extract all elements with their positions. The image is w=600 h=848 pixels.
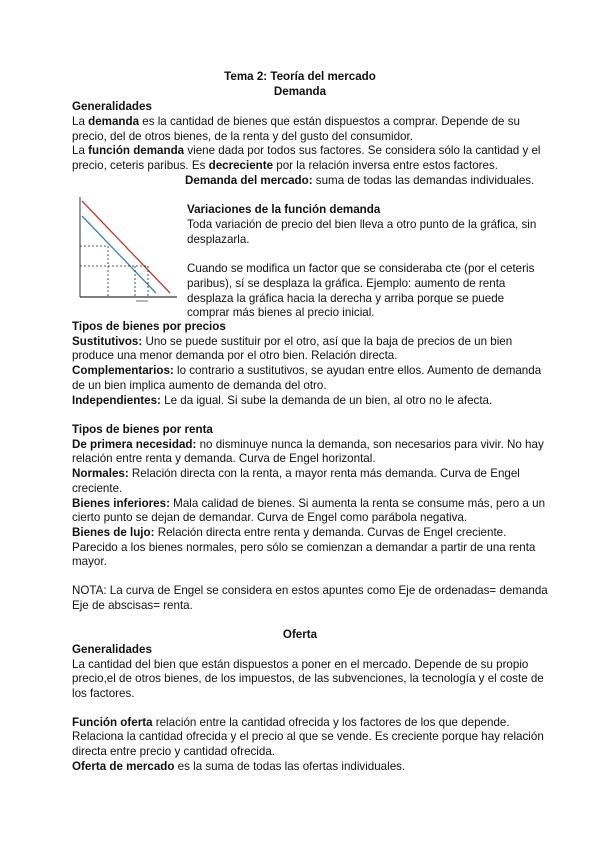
text-line xyxy=(72,511,467,525)
guide-lines xyxy=(80,246,148,297)
bold-term: Bienes inferiores: xyxy=(72,497,170,510)
text-line xyxy=(72,497,545,511)
text-span: Relación directa entre renta y demanda. Curvas de Engel creciente. xyxy=(154,526,507,539)
text-line xyxy=(72,115,520,129)
text-span: desplaza la gráfica hacia la derecha y arriba porque se puede xyxy=(187,292,505,305)
text-line xyxy=(72,159,498,173)
bold-term: Bienes de lujo: xyxy=(72,526,155,539)
bold-term: demanda xyxy=(88,115,140,128)
text-span: precio,el de otros bienes, de los impuestos, de las subvenciones, la tecnología y el coste de xyxy=(72,672,544,685)
bold-term: Demanda del mercado: xyxy=(185,174,313,187)
text-line xyxy=(72,364,541,378)
text-line xyxy=(72,144,541,158)
bold-term: Función oferta xyxy=(72,716,153,729)
text-span: Relación directa con la renta, a mayor renta más demanda. Curva de Engel xyxy=(128,467,520,480)
text-line xyxy=(72,467,520,481)
text-span: creciente. xyxy=(72,482,123,495)
text-line xyxy=(72,438,544,452)
text-line xyxy=(187,233,250,247)
text-span: Mala calidad de bienes. Si aumenta la renta se consume más, pero a un xyxy=(169,497,546,510)
text-line xyxy=(72,672,544,686)
text-span: Parecido a los bienes normales, pero sólo se comienzan a demandar a partir de una renta xyxy=(72,541,536,554)
text-line xyxy=(72,687,135,701)
text-span: La cantidad del bien que están dispuestos a poner en el mercado. Depende de su propio xyxy=(72,658,529,671)
text-line xyxy=(187,306,375,320)
text-line xyxy=(187,262,534,276)
text-line xyxy=(72,745,275,759)
bold-term: De primera necesidad: xyxy=(72,438,197,451)
text-span: NOTA: La curva de Engel se considera en estos apuntes como Eje de ordenadas= demanda xyxy=(72,584,548,597)
bold-term: Oferta xyxy=(282,628,318,641)
text-line xyxy=(72,584,548,598)
text-span: lo contrario a sustitutivos, se ayudan entre ellos. Aumento de demanda xyxy=(173,364,542,377)
text-line xyxy=(185,174,534,188)
shifted-demand-curve xyxy=(82,201,170,293)
text-span: los factores. xyxy=(72,687,135,700)
bold-term: Sustitutivos: xyxy=(72,335,143,348)
text-span: directa entre precio y cantidad ofrecida. xyxy=(72,745,276,758)
text-line xyxy=(72,555,107,569)
original-demand-curve xyxy=(82,216,156,293)
text-line xyxy=(72,394,492,408)
bold-term: Generalidades xyxy=(72,100,152,113)
text-span: es la cantidad de bienes que están dispuestos a comprar. Depende de su xyxy=(139,115,520,128)
text-line xyxy=(72,599,193,613)
text-line xyxy=(187,277,505,291)
text-line xyxy=(72,541,535,555)
bold-term: Variaciones de la función demanda xyxy=(187,203,381,216)
heading xyxy=(72,423,213,437)
heading xyxy=(0,85,600,99)
text-span: Toda variación de precio del bien lleva a otro punto de la gráfica, sin xyxy=(187,218,537,231)
bold-term: decreciente xyxy=(208,159,274,172)
text-line xyxy=(72,760,405,774)
text-span: precio, del de otros bienes, de la renta y del gusto del consumidor. xyxy=(72,130,413,143)
text-span: precio, ceteris paribus. Es xyxy=(72,159,209,172)
text-span: mayor. xyxy=(72,555,107,568)
bold-term: función demanda xyxy=(88,144,185,157)
heading xyxy=(187,203,380,217)
text-span: relación entre la cantidad ofrecida y los factores de los que depende. xyxy=(152,716,510,729)
bold-term: Tipos de bienes por precios xyxy=(72,320,226,333)
text-span: Cuando se modifica un factor que se consideraba cte (por el ceteris xyxy=(187,262,535,275)
text-span: La xyxy=(72,115,89,128)
text-span: relación entre renta y demanda. Curva de Engel horizontal. xyxy=(72,452,376,465)
text-span: suma de todas las demandas individuales. xyxy=(312,174,535,187)
bold-term: Tema 2: Teoría del mercado xyxy=(224,70,376,83)
heading xyxy=(0,70,600,84)
text-line xyxy=(72,349,397,363)
text-line xyxy=(72,379,327,393)
heading xyxy=(72,320,226,334)
bold-term: Complementarios: xyxy=(72,364,174,377)
text-line xyxy=(72,335,512,349)
bold-term: Normales: xyxy=(72,467,129,480)
heading xyxy=(72,643,152,657)
text-span: viene dada por todos sus factores. Se considera sólo la cantidad y el xyxy=(184,144,541,157)
text-span: cierto punto se dejan de demandar. Curva de Engel como parábola negativa. xyxy=(72,511,468,524)
text-span: Eje de abscisas= renta. xyxy=(72,599,193,612)
bold-term: Independientes: xyxy=(72,394,161,407)
text-span: La xyxy=(72,144,89,157)
text-line xyxy=(72,482,122,496)
demand-shift-graph xyxy=(70,193,180,303)
text-line xyxy=(187,292,504,306)
text-line xyxy=(72,130,413,144)
text-span: Relaciona la cantidad ofrecida y el precio al que se vende. Es creciente porque hay relación xyxy=(72,730,544,743)
text-line xyxy=(72,452,376,466)
text-line xyxy=(72,526,506,540)
text-span: no disminuye nunca la demanda, son necesarios para vivir. No hay xyxy=(196,438,544,451)
text-span: Le da igual. Si sube la demanda de un bien, al otro no le afecta. xyxy=(160,394,493,407)
heading xyxy=(72,100,152,114)
text-span: paribus), sí se desplaza la gráfica. Ejemplo: aumento de renta xyxy=(187,277,506,290)
heading xyxy=(0,628,600,642)
text-line xyxy=(72,716,510,730)
text-line xyxy=(72,658,528,672)
text-span: desplazarla. xyxy=(187,233,250,246)
text-span: Uno se puede sustituir por el otro, así que la baja de precios de un bien xyxy=(142,335,513,348)
bold-term: Tipos de bienes por renta xyxy=(72,423,213,436)
text-span: es la suma de todas las ofertas individuales. xyxy=(174,760,406,773)
text-line xyxy=(187,218,536,232)
bold-term: Generalidades xyxy=(72,643,152,656)
bold-term: Demanda xyxy=(273,85,327,98)
text-span: comprar más bienes al precio inicial. xyxy=(187,306,375,319)
bold-term: Oferta de mercado xyxy=(72,760,175,773)
text-line xyxy=(72,730,544,744)
text-span: de un bien implica aumento de demanda del otro. xyxy=(72,379,327,392)
text-span: produce una menor demanda por el otro bien. Relación directa. xyxy=(72,349,398,362)
text-span: por la relación inversa entre estos factores. xyxy=(273,159,498,172)
